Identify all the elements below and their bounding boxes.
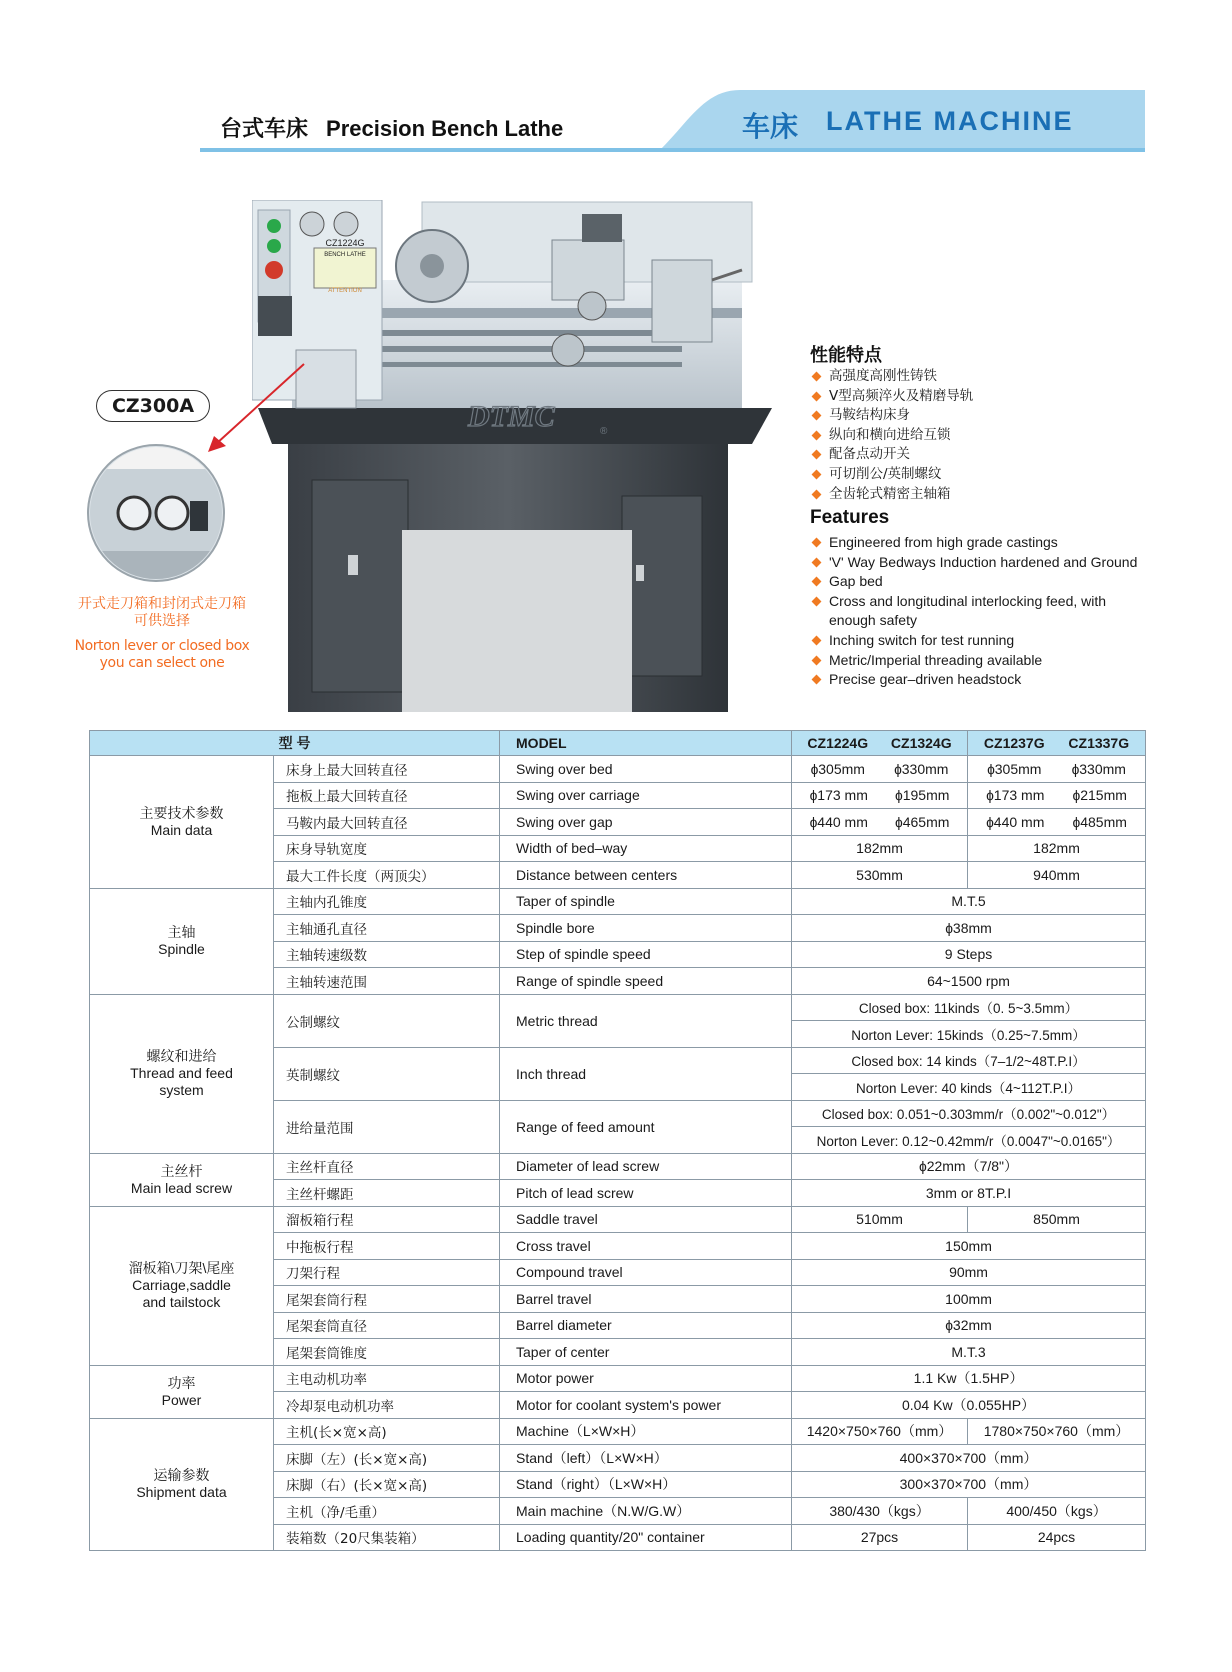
- cell-value: 9 Steps: [792, 941, 1146, 968]
- list-item: 'V' Way Bedways Induction hardened and Ground: [810, 553, 1210, 573]
- cell-cn: 主轴转速范围: [274, 968, 500, 995]
- cell-cn: 主丝杆直径: [274, 1153, 500, 1180]
- cell-cn: 拖板上最大回转直径: [274, 782, 500, 809]
- cell-cn: 溜板箱行程: [274, 1206, 500, 1233]
- cell-en: Loading quantity/20" container: [500, 1524, 792, 1551]
- group-ship: 运输参数 Shipment data: [90, 1418, 274, 1551]
- cell-en: Stand（right）（L×W×H）: [500, 1471, 792, 1498]
- cell-value: Norton Lever: 15kinds（0.25~7.5mm）: [792, 1021, 1146, 1048]
- head-panel-sub: BENCH LATHE: [324, 252, 366, 258]
- cell-en: Machine（L×W×H）: [500, 1418, 792, 1445]
- cell-cn: 公制螺纹: [274, 994, 500, 1047]
- cell-value: 100mm: [792, 1286, 1146, 1313]
- option-model-badge: CZ300A: [96, 390, 210, 422]
- cell-en: Range of feed amount: [500, 1100, 792, 1153]
- cell-value: 400×370×700（mm）: [792, 1445, 1146, 1472]
- cell-cn: 尾架套筒锥度: [274, 1339, 500, 1366]
- list-item: Metric/Imperial threading available: [810, 651, 1210, 671]
- cell-value: ɸ173 mm ɸ215mm: [968, 782, 1146, 809]
- list-item: 马鞍结构床身: [810, 406, 1210, 426]
- cell-en: Spindle bore: [500, 915, 792, 942]
- cell-value: ɸ173 mm ɸ195mm: [792, 782, 968, 809]
- head-panel-model: CZ1224G: [325, 238, 365, 248]
- table-row: [90, 1418, 1146, 1445]
- cell-en: Motor for coolant system's power: [500, 1392, 792, 1419]
- group-lead: 主丝杆 Main lead screw: [90, 1153, 274, 1206]
- group-thread: 螺纹和进给 Thread and feed system: [90, 994, 274, 1153]
- group-spindle: 主轴 Spindle: [90, 888, 274, 994]
- cell-en: Taper of center: [500, 1339, 792, 1366]
- cell-cn: 主丝杆螺距: [274, 1180, 500, 1207]
- cell-value: 1.1 Kw（1.5HP）: [792, 1365, 1146, 1392]
- spec-table: [89, 730, 1146, 1551]
- table-row: [90, 888, 1146, 915]
- cell-en: Saddle travel: [500, 1206, 792, 1233]
- title-cn: 台式车床: [220, 117, 309, 142]
- norton-lever-zoom: [86, 443, 226, 583]
- group-carriage: 溜板箱\刀架\尾座 Carriage,saddle and tailstock: [90, 1206, 274, 1365]
- cell-value: Norton Lever: 40 kinds（4~112T.P.I）: [792, 1074, 1146, 1101]
- cell-en: Taper of spindle: [500, 888, 792, 915]
- cell-cn: 主轴内孔锥度: [274, 888, 500, 915]
- cell-value: 64~1500 rpm: [792, 968, 1146, 995]
- features-cn-title: 性能特点: [810, 345, 882, 366]
- cell-en: Pitch of lead screw: [500, 1180, 792, 1207]
- page-title: [220, 112, 563, 143]
- cell-value: 182mm: [968, 835, 1146, 862]
- cell-value: 300×370×700（mm）: [792, 1471, 1146, 1498]
- cell-value: ɸ440 mm ɸ485mm: [968, 809, 1146, 836]
- cell-cn: 床脚（右）(长×宽×高): [274, 1471, 500, 1498]
- cell-en: Main machine（N.W/G.W）: [500, 1498, 792, 1525]
- cell-cn: 尾架套筒直径: [274, 1312, 500, 1339]
- cell-cn: 床身导轨宽度: [274, 835, 500, 862]
- features-en-title: Features: [810, 507, 890, 528]
- list-item: Cross and longitudinal interlocking feed, with: [810, 592, 1210, 612]
- table-row: [90, 994, 1146, 1021]
- list-item: 配备点动开关: [810, 445, 1210, 465]
- cell-value: 510mm: [792, 1206, 968, 1233]
- cell-cn: 英制螺纹: [274, 1047, 500, 1100]
- option-cn-line2: 可供选择: [134, 613, 190, 629]
- cell-en: Metric thread: [500, 994, 792, 1047]
- cell-value: ɸ38mm: [792, 915, 1146, 942]
- table-header-row: [90, 731, 1146, 756]
- cell-en: Width of bed–way: [500, 835, 792, 862]
- cell-cn: 进给量范围: [274, 1100, 500, 1153]
- cell-value: Closed box: 11kinds（0. 5~3.5mm）: [792, 994, 1146, 1021]
- cell-value: ɸ32mm: [792, 1312, 1146, 1339]
- cell-en: Motor power: [500, 1365, 792, 1392]
- features-en-list: [810, 533, 1210, 690]
- cell-value: Norton Lever: 0.12~0.42mm/r（0.0047"~0.0165"）: [792, 1127, 1146, 1154]
- list-item: 可切削公/英制螺纹: [810, 465, 1210, 485]
- list-item: V型高频淬火及精磨导轨: [810, 387, 1210, 407]
- table-row: [90, 1153, 1146, 1180]
- cell-en: Swing over bed: [500, 756, 792, 783]
- cell-value: 850mm: [968, 1206, 1146, 1233]
- cell-en: Stand（left）（L×W×H）: [500, 1445, 792, 1472]
- cell-cn: 中拖板行程: [274, 1233, 500, 1260]
- cell-en: Step of spindle speed: [500, 941, 792, 968]
- cell-cn: 最大工件长度（两顶尖）: [274, 862, 500, 889]
- header-model: MODEL: [500, 731, 792, 756]
- cell-cn: 床身上最大回转直径: [274, 756, 500, 783]
- cell-cn: 主电动机功率: [274, 1365, 500, 1392]
- cell-value: ɸ305mm ɸ330mm: [968, 756, 1146, 783]
- list-item: Precise gear–driven headstock: [810, 670, 1210, 690]
- cell-cn: 主轴转速级数: [274, 941, 500, 968]
- header-models-a: CZ1224G CZ1324G: [792, 731, 968, 756]
- option-en-line2: you can select one: [99, 655, 225, 671]
- title-en: Precision Bench Lathe: [326, 116, 564, 141]
- cell-cn: 尾架套筒行程: [274, 1286, 500, 1313]
- cell-value: 530mm: [792, 862, 968, 889]
- cell-value: 380/430（kgs）: [792, 1498, 968, 1525]
- brand-en: LATHE MACHINE: [826, 106, 1074, 136]
- cell-value: 940mm: [968, 862, 1146, 889]
- cell-cn: 刀架行程: [274, 1259, 500, 1286]
- group-power: 功率 Power: [90, 1365, 274, 1418]
- option-cn-line1: 开式走刀箱和封闭式走刀箱: [78, 596, 246, 612]
- head-panel-attention: ATTENTION: [328, 288, 362, 294]
- brand-cn: 车床: [742, 110, 799, 143]
- cell-cn: 主机（净/毛重）: [274, 1498, 500, 1525]
- cell-value: ɸ440 mm ɸ465mm: [792, 809, 968, 836]
- cell-value: 400/450（kgs）: [968, 1498, 1146, 1525]
- cell-cn: 冷却泵电动机功率: [274, 1392, 500, 1419]
- features-cn-list: [810, 367, 1210, 504]
- cell-en: Swing over gap: [500, 809, 792, 836]
- cell-value: 27pcs: [792, 1524, 968, 1551]
- list-item-continuation: enough safety: [829, 612, 917, 629]
- cell-value: ɸ22mm（7/8"）: [792, 1153, 1146, 1180]
- cell-cn: 马鞍内最大回转直径: [274, 809, 500, 836]
- cell-value: M.T.5: [792, 888, 1146, 915]
- option-note-cn: [64, 596, 260, 630]
- table-row: [90, 1365, 1146, 1392]
- cell-en: Swing over carriage: [500, 782, 792, 809]
- lathe-illustration: [252, 200, 812, 720]
- cell-value: ɸ305mm ɸ330mm: [792, 756, 968, 783]
- cell-value: Closed box: 0.051~0.303mm/r（0.002"~0.012"）: [792, 1100, 1146, 1127]
- list-item: 高强度高刚性铸铁: [810, 367, 1210, 387]
- cell-en: Range of spindle speed: [500, 968, 792, 995]
- cell-en: Barrel travel: [500, 1286, 792, 1313]
- cell-cn: 床脚（左）(长×宽×高): [274, 1445, 500, 1472]
- table-row: [90, 756, 1146, 783]
- cell-value: 90mm: [792, 1259, 1146, 1286]
- cell-cn: 主机(长×宽×高): [274, 1418, 500, 1445]
- cell-value: M.T.3: [792, 1339, 1146, 1366]
- list-item: 纵向和横向进给互锁: [810, 426, 1210, 446]
- cell-en: Barrel diameter: [500, 1312, 792, 1339]
- callout-arrow: [200, 360, 310, 460]
- cell-value: 150mm: [792, 1233, 1146, 1260]
- group-main: 主要技术参数 Main data: [90, 756, 274, 889]
- header-cn: 型 号: [90, 731, 500, 756]
- option-en-line1: Norton lever or closed box: [74, 638, 250, 654]
- table-row: [90, 1206, 1146, 1233]
- list-item: Engineered from high grade castings: [810, 533, 1210, 553]
- cell-cn: 装箱数（20尺集装箱）: [274, 1524, 500, 1551]
- list-item: 全齿轮式精密主轴箱: [810, 485, 1210, 505]
- cell-en: Cross travel: [500, 1233, 792, 1260]
- cell-en: Distance between centers: [500, 862, 792, 889]
- cell-cn: 主轴通孔直径: [274, 915, 500, 942]
- registered-mark: ®: [600, 426, 608, 437]
- cell-value: 1420×750×760（mm）: [792, 1418, 968, 1445]
- header-models-b: CZ1237G CZ1337G: [968, 731, 1146, 756]
- cell-en: Compound travel: [500, 1259, 792, 1286]
- cell-value: 24pcs: [968, 1524, 1146, 1551]
- cell-value: 0.04 Kw（0.055HP）: [792, 1392, 1146, 1419]
- list-item: Gap bed: [810, 572, 1210, 592]
- option-note-en: [64, 638, 260, 672]
- cell-en: Diameter of lead screw: [500, 1153, 792, 1180]
- dtmc-logo: DTMC: [468, 400, 555, 433]
- cell-value: 182mm: [792, 835, 968, 862]
- cell-value: 1780×750×760（mm）: [968, 1418, 1146, 1445]
- cell-en: Inch thread: [500, 1047, 792, 1100]
- cell-value: Closed box: 14 kinds（7–1/2~48T.P.I）: [792, 1047, 1146, 1074]
- list-item: Inching switch for test running: [810, 631, 1210, 651]
- cell-value: 3mm or 8T.P.I: [792, 1180, 1146, 1207]
